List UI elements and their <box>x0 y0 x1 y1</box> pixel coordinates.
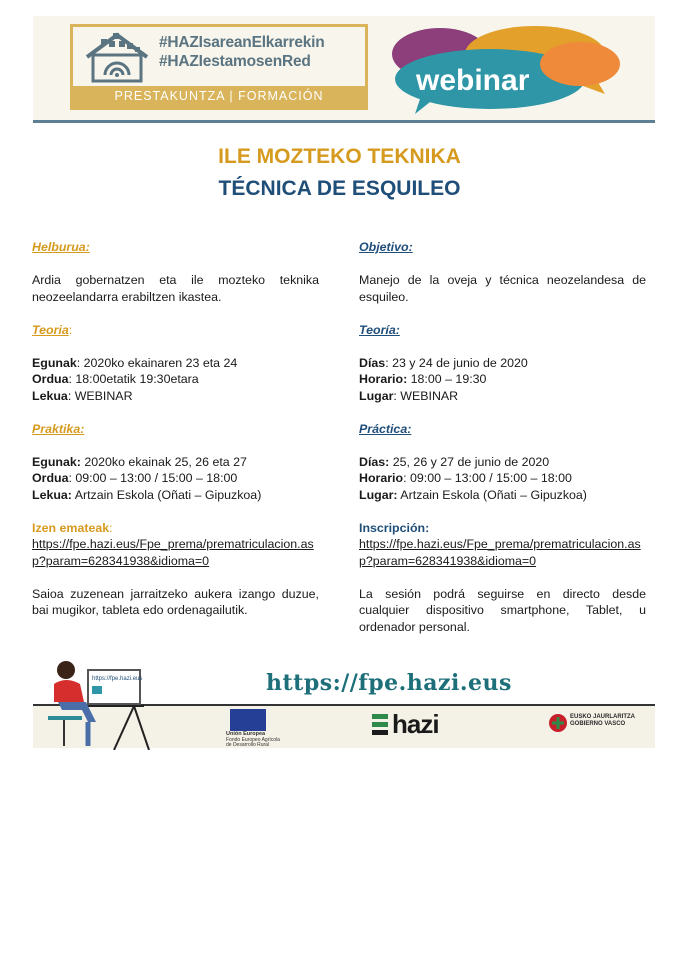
note-text: Saioa zuzenean jarraitzeko aukera izango duzue, bai mugikor, tableta edo ordenagailutik. <box>32 586 319 617</box>
eu-label: Unión Europea <box>226 731 266 737</box>
house-wifi-icon <box>83 31 153 83</box>
eu-sub: Fondo Europeo Agrícola de Desarrollo Rural <box>226 736 280 748</box>
hashtag-basque: #HAZIsareanElkarrekin <box>159 34 325 51</box>
practice-label: Práctica: <box>359 421 412 436</box>
theory-days: : 23 y 24 de junio de 2020 <box>385 355 528 370</box>
goal-text: Manejo de la oveja y técnica neozelandesa de esquileo. <box>359 273 646 304</box>
theory-place-label: Lekua <box>32 388 68 403</box>
practice-time: : 09:00 – 13:00 / 15:00 – 18:00 <box>403 471 572 485</box>
theory-time: : 18:00etatik 19:30etara <box>68 372 199 386</box>
theory-time-label: Ordua <box>32 372 69 386</box>
enroll-colon: : <box>109 520 113 535</box>
goal-label: Objetivo: <box>359 240 413 254</box>
hashtag-box <box>70 24 368 110</box>
practice-place: Artzain Eskola (Oñati – Gipuzkoa) <box>397 487 587 502</box>
theory-place: : WEBINAR <box>67 388 133 403</box>
practice-time-label: Horario <box>359 471 404 485</box>
theory-days: : 2020ko ekainaren 23 eta 24 <box>76 355 238 370</box>
basque-column <box>32 239 319 619</box>
hazi-logo <box>372 709 462 740</box>
goal-label: Helburua: <box>32 240 90 254</box>
title-basque: ILE MOZTEKO TEKNIKA <box>218 145 461 168</box>
practice-place-label: Lekua: <box>32 487 72 502</box>
practice-time-label: Ordua <box>32 471 69 485</box>
practice-label: Praktika: <box>32 421 85 436</box>
gv-line1: EUSKO JAURLARITZA <box>570 714 636 720</box>
hazi-mark-icon <box>372 714 388 736</box>
theory-place: : WEBINAR <box>393 388 459 403</box>
practice-days-label: Días: <box>359 454 390 469</box>
enroll-link[interactable]: https://fpe.hazi.eus/Fpe_prema/prematriculacion.asp?param=628341938&idioma=0 <box>32 537 314 568</box>
practice-days: 25, 26 y 27 de junio de 2020 <box>389 454 550 469</box>
practice-place: Artzain Eskola (Oñati – Gipuzkoa) <box>71 487 262 502</box>
theory-label: Teoría: <box>359 322 400 337</box>
footer-url[interactable]: https://fpe.hazi.eus <box>266 670 512 696</box>
enroll-link[interactable]: https://fpe.hazi.eus/Fpe_prema/prematriculacion.asp?param=628341938&idioma=0 <box>359 537 641 568</box>
webinar-bubbles-logo <box>380 24 630 116</box>
formation-band: PRESTAKUNTZA | FORMACIÓN <box>73 86 365 107</box>
person-at-laptop-illustration <box>44 656 159 750</box>
practice-days: 2020ko ekainak 25, 26 eta 27 <box>80 454 247 469</box>
goal-text: Ardia gobernatzen eta ile mozteko teknika neozeelandarra erabiltzen ikastea. <box>32 273 319 304</box>
eu-flag-icon <box>230 709 266 731</box>
practice-days-label: Egunak: <box>32 454 81 469</box>
title-spanish: TÉCNICA DE ESQUILEO <box>218 177 461 200</box>
webinar-text: webinar <box>416 64 530 97</box>
header-divider <box>33 120 655 123</box>
enroll-label: Izen emateak <box>32 520 110 535</box>
theory-time-label: Horario: <box>359 372 408 386</box>
practice-time: : 09:00 – 13:00 / 15:00 – 18:00 <box>68 471 238 485</box>
gobierno-vasco-logo <box>548 712 638 740</box>
eu-logo <box>226 709 282 748</box>
spanish-column <box>359 239 646 635</box>
theory-colon: : <box>68 322 73 337</box>
note-text: La sesión podrá seguirse en directo desde cualquier dispositivo smartphone, Tablet, u ordenador personal. <box>359 586 646 634</box>
hashtag-spanish: #HAZIestamosenRed <box>159 53 311 70</box>
theory-days-label: Egunak <box>32 355 77 370</box>
theory-label: Teoria <box>32 322 69 337</box>
enroll-label: Inscripción: <box>359 520 430 535</box>
laptop-url: https://fpe.hazi.eus <box>92 676 143 682</box>
theory-place-label: Lugar <box>359 388 394 403</box>
gv-line2: GOBIERNO VASCO <box>570 721 626 727</box>
theory-time: 18:00 – 19:30 <box>407 372 487 386</box>
practice-place-label: Lugar: <box>359 487 398 502</box>
gv-emblem-icon <box>548 712 568 734</box>
hazi-word: hazi <box>392 709 439 739</box>
theory-days-label: Días <box>359 355 386 370</box>
